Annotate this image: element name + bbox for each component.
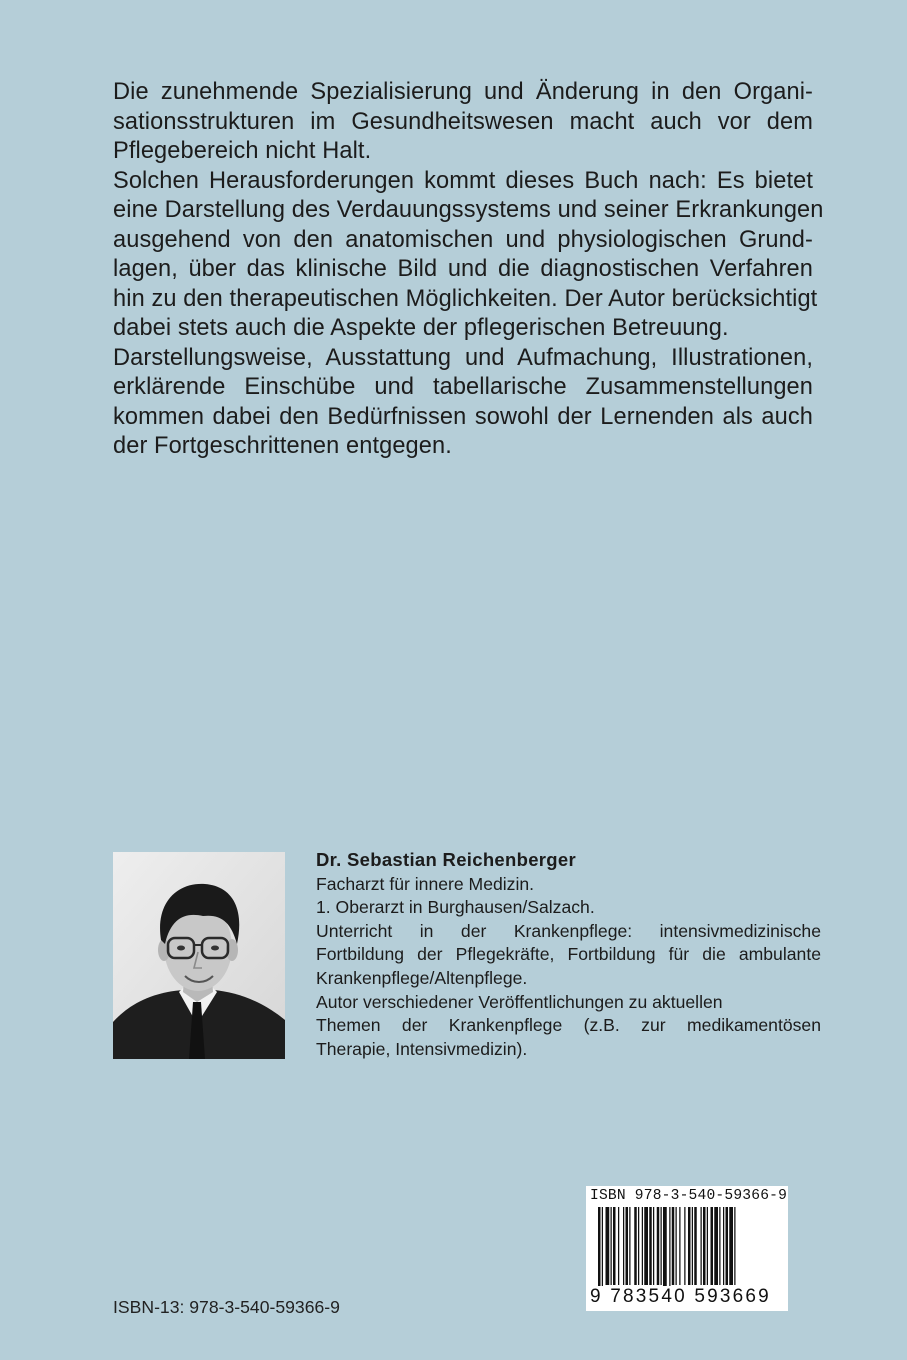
blurb-line: dabei stets auch die Aspekte der pflegerischen Betreuung. bbox=[113, 315, 729, 341]
barcode-isbn-label: ISBN 978-3-540-59366-9 bbox=[590, 1188, 788, 1204]
bio-line: Krankenpflege/Altenpflege. bbox=[316, 967, 528, 988]
blurb-line: der Fortgeschrittenen entgegen. bbox=[113, 433, 452, 459]
bio-line: Therapie, Intensivmedizin). bbox=[316, 1038, 528, 1059]
isbn-barcode bbox=[586, 1186, 788, 1311]
bio-line: 1. Oberarzt in Burghausen/Salzach. bbox=[316, 897, 595, 918]
blurb-line: Darstellungsweise, Ausstattung und Aufmachung, Illustrationen, bbox=[113, 344, 813, 371]
blurb-line: ausgehend von den anatomischen und physiologischen Grund- bbox=[113, 226, 813, 253]
blurb-text bbox=[113, 78, 824, 462]
blurb-line: lagen, über das klinische Bild und die diagnostischen Verfahren bbox=[113, 256, 813, 282]
barcode-digits: 9 783540 593669 bbox=[590, 1286, 771, 1307]
bio-line: Autor verschiedener Veröffentlichungen zu aktuellen bbox=[316, 991, 723, 1012]
blurb-line: Pflegebereich nicht Halt. bbox=[113, 138, 372, 164]
bio-line: Unterricht in der Krankenpflege: intensivmedizinische bbox=[316, 920, 821, 941]
bio-line: Themen der Krankenpflege (z.B. zur medikamentösen bbox=[316, 1015, 821, 1036]
blurb-line: eine Darstellung des Verdauungssystems und seiner Erkrankungen bbox=[113, 197, 824, 223]
author-bio bbox=[316, 848, 821, 1061]
blurb-line: hin zu den therapeutischen Möglichkeiten. Der Autor berücksichtigt bbox=[113, 285, 818, 312]
blurb-line: kommen dabei den Bedürfnissen sowohl der Lernenden als auch bbox=[113, 403, 813, 430]
blurb-line: sationsstrukturen im Gesundheitswesen macht auch vor dem bbox=[113, 108, 813, 135]
author-name: Dr. Sebastian Reichenberger bbox=[316, 849, 576, 870]
blurb-line: Solchen Herausforderungen kommt dieses Buch nach: Es bietet bbox=[113, 167, 813, 194]
bio-line: Facharzt für innere Medizin. bbox=[316, 873, 535, 894]
blurb-line: erklärende Einschübe und tabellarische Zusammenstellungen bbox=[113, 374, 813, 400]
author-portrait-image bbox=[113, 852, 285, 1059]
isbn-13-label: ISBN-13: 978-3-540-59366-9 bbox=[113, 1297, 340, 1317]
bio-line: Fortbildung der Pflegekräfte, Fortbildung für die ambulante bbox=[316, 944, 821, 965]
blurb-line: Die zunehmende Spezialisierung und Änderung in den Organi- bbox=[113, 79, 813, 105]
author-photo bbox=[113, 852, 285, 1059]
